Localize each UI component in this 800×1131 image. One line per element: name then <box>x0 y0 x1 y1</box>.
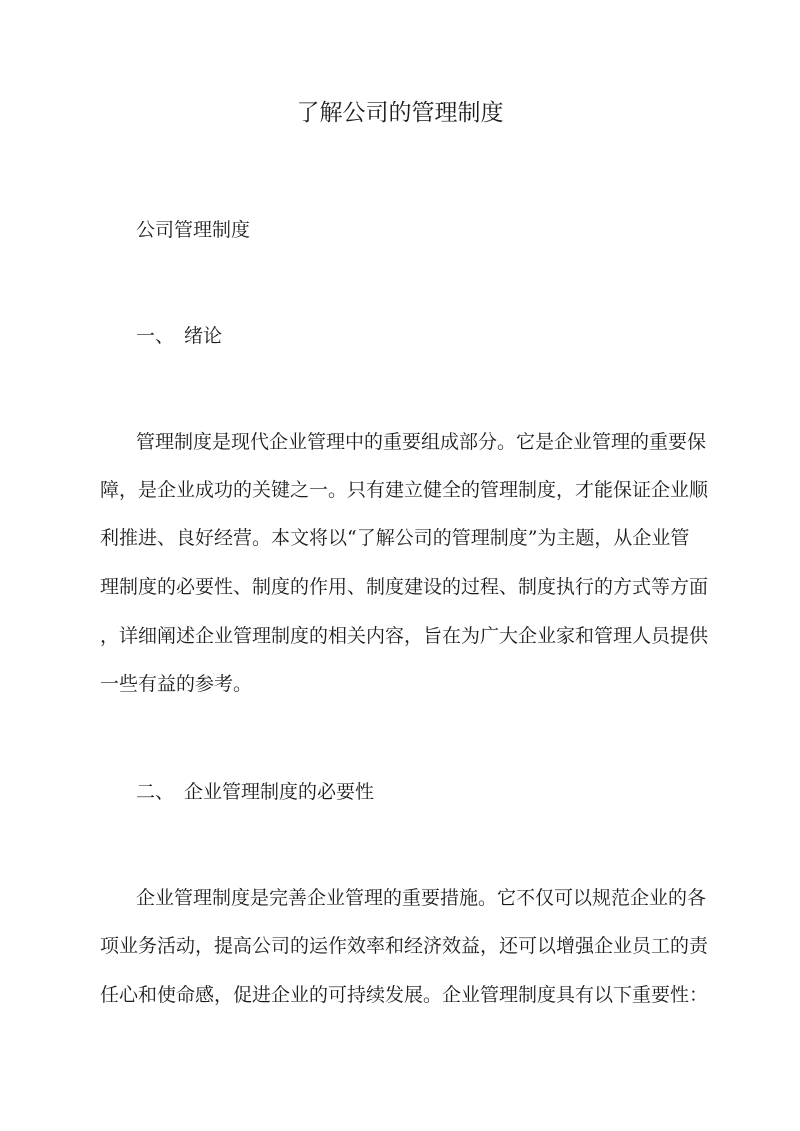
document-subtitle: 公司管理制度 <box>136 219 251 241</box>
section-1-paragraph-line: 一些有益的参考。 <box>100 673 253 695</box>
section-1-paragraph-line: ，详细阐述企业管理制度的相关内容，旨在为广大企业家和管理人员提供 <box>100 625 709 647</box>
section-1-paragraph-line: 管理制度是现代企业管理中的重要组成部分。它是企业管理的重要保 <box>136 431 707 453</box>
section-1-number: 一、 <box>136 325 175 347</box>
section-2-number: 二、 <box>136 781 175 803</box>
section-2-heading: 企业管理制度的必要性 <box>184 781 375 803</box>
section-2-paragraph-line: 任心和使命感，促进企业的可持续发展。企业管理制度具有以下重要性： <box>100 984 709 1006</box>
section-2-paragraph-line: 企业管理制度是完善企业管理的重要措施。它不仅可以规范企业的各 <box>136 887 707 909</box>
document-title: 了解公司的管理制度 <box>296 100 504 126</box>
section-1-paragraph-line: 利推进、良好经营。本文将以“了解公司的管理制度”为主题，从企业管 <box>100 527 690 549</box>
section-1-paragraph-line: 理制度的必要性、制度的作用、制度建设的过程、制度执行的方式等方面 <box>100 576 709 598</box>
section-2-paragraph-line: 项业务活动，提高公司的运作效率和经济效益，还可以增强企业员工的责 <box>100 935 709 957</box>
section-1-heading: 绪论 <box>184 325 223 347</box>
section-1-paragraph-line: 障，是企业成功的关键之一。只有建立健全的管理制度，才能保证企业顺 <box>100 479 709 501</box>
